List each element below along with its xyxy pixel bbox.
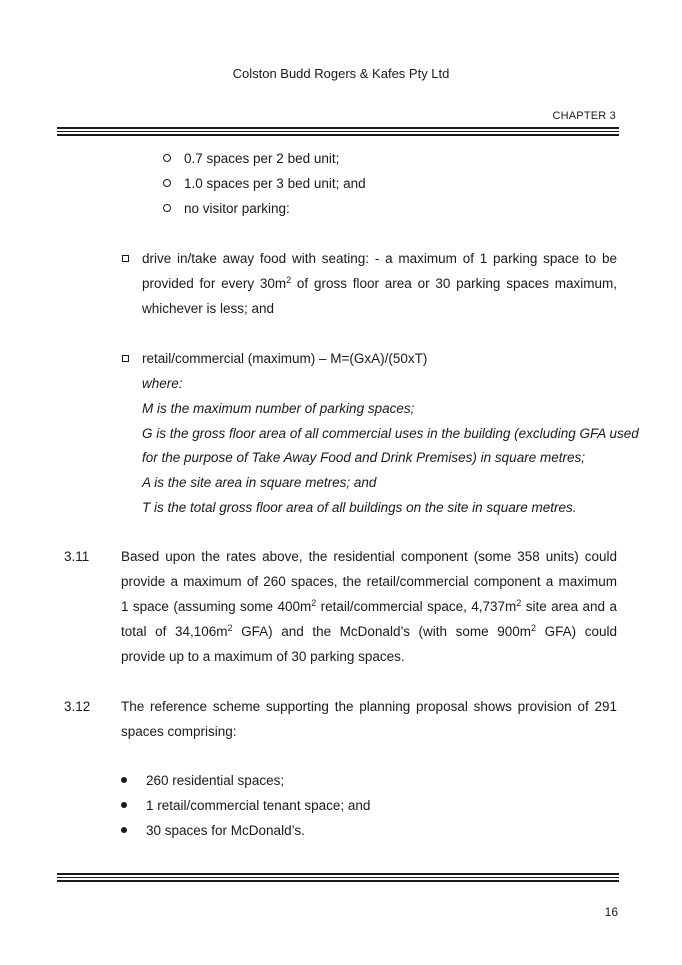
dot-bullet-icon — [121, 777, 127, 783]
para-311-line-1: Based upon the rates above, the residential component (some 358 units) could — [121, 549, 617, 564]
header-company-name: Colston Budd Rogers & Kafes Pty Ltd — [232, 66, 450, 81]
dot-bullet-icon — [121, 802, 127, 808]
square-bullet-icon — [122, 255, 129, 262]
drive-in-line-3: whichever is less; and — [142, 301, 275, 316]
drive-in-line-2: provided for every $30m^2$ of gross floor area or 30 parking spaces maximum, — [142, 275, 617, 291]
retail-t-definition: T is the total gross floor area of all buildings on the site in square metres. — [142, 500, 577, 515]
retail-g-definition-2: for the purpose of Take Away Food and Drink Premises) in square metres; — [142, 450, 585, 465]
square-bullet-icon — [122, 355, 129, 362]
retail-g-definition-1: G is the gross floor area of all commercial uses in the building (excluding GFA used — [142, 426, 639, 441]
retail-formula: retail/commercial (maximum) – M=(GxA)/(50xT) — [142, 351, 428, 366]
footer-divider — [57, 873, 619, 884]
para-311-line-2: provide a maximum of 260 spaces, the retail/commercial component a maximum — [121, 574, 617, 589]
dot-bullet-icon — [121, 827, 127, 833]
dot-bullet-item: 1 retail/commercial tenant space; and — [146, 798, 371, 813]
page-number: 16 — [604, 905, 618, 919]
drive-in-line-1: drive in/take away food with seating: - a maximum of 1 parking space to be — [142, 251, 617, 266]
sub-bullet-item: 0.7 spaces per 2 bed unit; — [184, 151, 340, 166]
dot-bullet-item: 260 residential spaces; — [146, 773, 285, 788]
header-divider — [57, 127, 619, 138]
sub-bullet-item: 1.0 spaces per 3 bed unit; and — [184, 176, 366, 191]
circle-bullet-icon — [163, 154, 171, 162]
paragraph-number: 3.11 — [64, 549, 90, 564]
circle-bullet-icon — [163, 179, 171, 187]
para-312-line-2: spaces comprising: — [121, 724, 237, 739]
dot-bullet-item: 30 spaces for McDonald’s. — [146, 823, 305, 838]
sub-bullet-item: no visitor parking: — [184, 201, 290, 216]
retail-m-definition: M is the maximum number of parking spaces; — [142, 401, 415, 416]
para-311-line-4: total of $34,106m^2$ GFA) and the McDonald’s (with some $900m^2$ GFA) could — [121, 623, 617, 639]
chapter-label: CHAPTER 3 — [552, 110, 616, 122]
para-312-line-1: The reference scheme supporting the planning proposal shows provision of 291 — [121, 699, 617, 714]
para-311-line-5: provide up to a maximum of 30 parking spaces. — [121, 649, 405, 664]
circle-bullet-icon — [163, 204, 171, 212]
paragraph-number: 3.12 — [64, 699, 91, 714]
retail-where: where: — [142, 376, 183, 391]
para-311-line-3: 1 space (assuming some $400m^2$ retail/commercial space, $4,737m^2$ site area and a — [121, 598, 617, 614]
retail-a-definition: A is the site area in square metres; and — [142, 475, 377, 490]
